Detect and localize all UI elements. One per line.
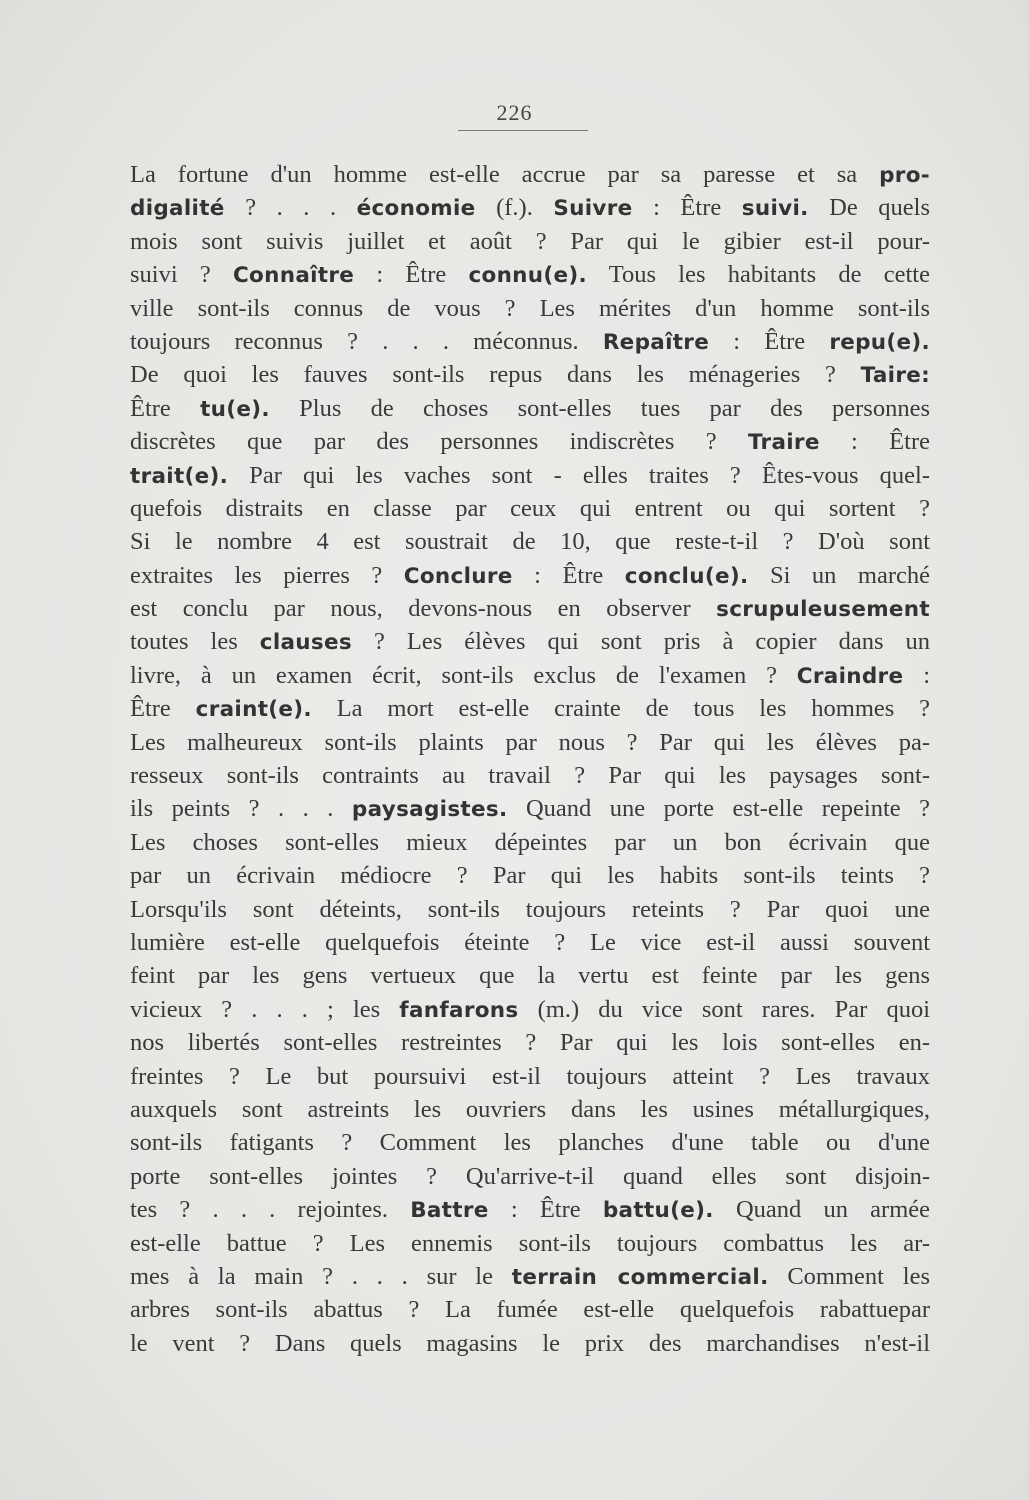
text-run: Les choses sont-elles mieux dépeintes par un bon écrivain que	[130, 828, 930, 856]
text-run: Tous les habitants de cette	[587, 261, 930, 289]
bold-term: Suivre	[553, 196, 633, 222]
bold-term: pro-	[879, 163, 930, 188]
text-run: La fortune d'un homme est-elle accrue par sa paresse et sa	[130, 161, 880, 188]
bold-term: craint(e).	[195, 697, 312, 723]
text-run: vicieux ? . . . ; les	[130, 995, 400, 1023]
text-line	[130, 559, 930, 592]
text-run: livre, à un examen écrit, sont-ils exclus de l'examen ?	[130, 661, 797, 689]
text-run: (f.).	[475, 194, 554, 222]
bold-term: tu(e).	[200, 396, 270, 422]
bold-term: économie	[356, 196, 476, 222]
text-run: mois sont suivis juillet et août ? Par qui le gibier est-il pour-	[130, 227, 930, 255]
bold-term: conclu(e).	[624, 563, 749, 589]
text-line	[130, 392, 930, 425]
text-run: Quand une porte est-elle repeinte ?	[507, 795, 930, 823]
text-run: ville sont-ils connus de vous ? Les mérites d'un homme sont-ils	[130, 294, 930, 322]
bold-term: clauses	[259, 630, 352, 656]
text-line	[130, 225, 930, 258]
text-line	[130, 993, 930, 1026]
text-line	[130, 425, 930, 458]
text-run: De quoi les fauves sont-ils repus dans les ménageries ?	[130, 361, 861, 389]
text-run: ? Les élèves qui sont pris à copier dans un	[352, 628, 930, 656]
text-line	[130, 158, 930, 191]
bold-term: connu(e).	[468, 263, 587, 289]
text-line	[130, 325, 930, 358]
bold-term: Connaître	[232, 263, 355, 289]
text-run: auxquels sont astreints les ouvriers dans les usines métallurgiques,	[130, 1095, 930, 1123]
bold-term: repu(e).	[829, 329, 930, 355]
text-run: est-elle battue ? Les ennemis sont-ils toujours combattus les ar-	[130, 1229, 930, 1257]
text-run: : Être	[354, 261, 469, 289]
text-line	[130, 659, 930, 692]
text-run: Les malheureux sont-ils plaints par nous ? Par qui les élèves pa-	[130, 728, 930, 756]
text-run: est conclu par nous, devons-nous en observer	[130, 595, 717, 623]
text-run: sont-ils fatigants ? Comment les planches d'une table ou d'une	[130, 1129, 930, 1157]
bold-term: trait(e).	[130, 463, 229, 489]
text-run: Si un marché	[748, 561, 930, 589]
text-line	[130, 292, 930, 325]
bold-term: Battre	[410, 1198, 489, 1224]
text-run: discrètes que par des personnes indiscrètes ?	[130, 428, 748, 456]
text-line	[130, 726, 930, 759]
bold-term: paysagistes.	[351, 797, 508, 823]
text-line	[130, 1327, 930, 1360]
text-line	[130, 1227, 930, 1260]
bold-term: Taire:	[860, 363, 930, 389]
text-run: Par qui les vaches sont - elles traites ? Êtes-vous quel-	[228, 461, 930, 489]
text-run: Être	[130, 695, 196, 723]
text-run: De quels	[808, 194, 930, 222]
text-run: ils peints ? . . .	[130, 795, 352, 823]
text-line	[130, 625, 930, 658]
text-line	[130, 1026, 930, 1059]
body-text	[130, 158, 930, 1360]
bold-term: Traire	[747, 430, 820, 456]
text-line	[130, 1260, 930, 1293]
text-line	[130, 692, 930, 725]
text-line	[130, 1193, 930, 1226]
bold-term: scrupuleusement	[716, 597, 930, 623]
text-run: La mort est-elle crainte de tous les hommes ?	[311, 695, 930, 723]
text-run: porte sont-elles jointes ? Qu'arrive-t-il quand elles sont disjoin-	[130, 1162, 930, 1190]
text-run: extraites les pierres ?	[130, 561, 404, 589]
text-run: resseux sont-ils contraints au travail ? Par qui les paysages sont-	[130, 762, 930, 790]
text-run: toutes les	[130, 628, 260, 656]
bold-term: Repaître	[602, 329, 710, 355]
text-run: ? . . .	[224, 194, 357, 222]
text-run: par un écrivain médiocre ? Par qui les habits sont-ils teints ?	[130, 862, 930, 890]
text-line	[130, 1126, 930, 1159]
text-line	[130, 792, 930, 825]
text-line	[130, 959, 930, 992]
text-line	[130, 525, 930, 558]
text-line	[130, 592, 930, 625]
text-run: : Être	[632, 194, 742, 222]
text-run: Comment les	[768, 1262, 930, 1290]
text-run: Quand un armée	[713, 1196, 930, 1224]
text-run: quefois distraits en classe par ceux qui entrent ou qui sortent ?	[130, 494, 930, 522]
text-line	[130, 1060, 930, 1093]
text-run: arbres sont-ils abattus ? La fumée est-elle quelquefois rabattuepar	[130, 1296, 930, 1324]
bold-term: suivi.	[741, 196, 809, 222]
text-run: mes à la main ? . . . sur le	[130, 1262, 512, 1290]
text-line	[130, 358, 930, 391]
text-run: Plus de choses sont-elles tues par des personnes	[269, 394, 930, 422]
text-line	[130, 859, 930, 892]
text-run: suivi ?	[130, 261, 233, 289]
text-line	[130, 826, 930, 859]
text-run: tes ? . . . rejointes.	[130, 1196, 411, 1224]
bold-term: battu(e).	[602, 1198, 714, 1224]
bold-term: Conclure	[403, 563, 513, 589]
text-run: : Être	[512, 561, 625, 589]
text-line	[130, 191, 930, 224]
text-run: feint par les gens vertueux que la vertu est feinte par les gens	[130, 962, 930, 990]
text-line	[130, 759, 930, 792]
text-run: Être	[130, 394, 201, 422]
text-run: : Être	[709, 327, 830, 355]
text-line	[130, 1293, 930, 1326]
text-run: : Être	[819, 428, 930, 456]
text-run: lumière est-elle quelquefois éteinte ? Le vice est-il aussi souvent	[130, 928, 930, 956]
text-line	[130, 258, 930, 291]
text-line	[130, 1093, 930, 1126]
text-line	[130, 459, 930, 492]
text-run: :	[903, 661, 930, 689]
text-run: (m.) du vice sont rares. Par quoi	[518, 995, 930, 1023]
text-run: freintes ? Le but poursuivi est-il toujours atteint ? Les travaux	[130, 1062, 930, 1090]
text-line	[130, 893, 930, 926]
text-run: Lorsqu'ils sont déteints, sont-ils toujours reteints ? Par quoi une	[130, 895, 930, 923]
text-run: toujours reconnus ? . . . méconnus.	[130, 327, 603, 355]
header-rule	[458, 130, 588, 131]
text-line	[130, 926, 930, 959]
text-run: : Être	[488, 1196, 603, 1224]
page-number: 226	[496, 100, 533, 125]
text-run: Si le nombre 4 est soustrait de 10, que reste-t-il ? D'où sont	[130, 528, 930, 556]
text-line	[130, 492, 930, 525]
bold-term: digalité	[130, 196, 225, 222]
text-line	[130, 1160, 930, 1193]
bold-term: fanfarons	[399, 997, 519, 1023]
bold-term: terrain commercial.	[511, 1264, 769, 1290]
text-run: le vent ? Dans quels magasins le prix des marchandises n'est-il	[130, 1329, 930, 1357]
bold-term: Craindre	[796, 663, 904, 689]
text-run: nos libertés sont-elles restreintes ? Par qui les lois sont-elles en-	[130, 1029, 930, 1057]
